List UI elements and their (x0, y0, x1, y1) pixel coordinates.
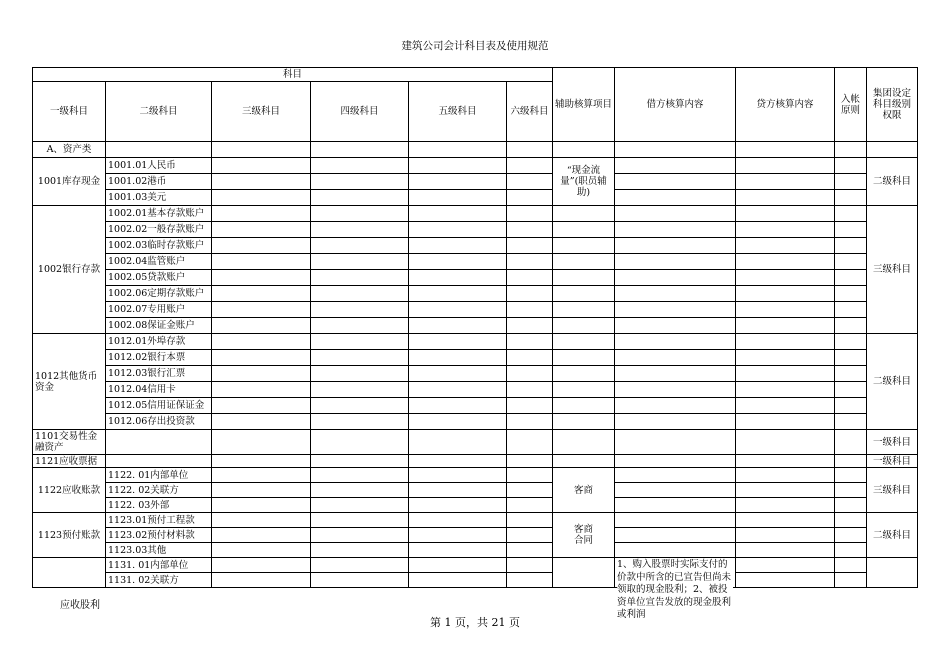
table-row (33, 483, 918, 498)
sub-account: 1002.03临时存款账户 (106, 238, 212, 254)
table-row (33, 302, 918, 318)
sub-account: 1012.03银行汇票 (106, 366, 212, 382)
sub-account: 1012.06存出投资款 (106, 414, 212, 430)
table-row (33, 174, 918, 190)
table-row (33, 558, 918, 573)
sub-account: 1123.02预付材料款 (106, 528, 212, 543)
account-1121: 1121应收票据 (33, 455, 106, 468)
aux-cashflow: “现金流量”(职员辅助) (553, 158, 615, 206)
header-debit: 借方核算内容 (615, 68, 736, 142)
sub-account: 1001.01人民币 (106, 158, 212, 174)
section-row (33, 142, 918, 158)
table-row (33, 528, 918, 543)
sub-account: 1131. 02关联方 (106, 573, 212, 588)
aux-customer: 客商 (553, 468, 615, 513)
table-row (33, 270, 918, 286)
header-level-3: 三级科目 (212, 82, 311, 142)
table-row (33, 430, 918, 455)
table-row (33, 254, 918, 270)
sub-account: 1122. 03外部 (106, 498, 212, 513)
page-number: 第 1 页，共 21 页 (430, 616, 520, 629)
aux-customer-contract: 客商合同 (553, 513, 615, 558)
sub-account: 1001.03美元 (106, 190, 212, 206)
table-row (33, 190, 918, 206)
header-subject-group: 科目 (33, 68, 553, 82)
sub-account: 1002.01基本存款账户 (106, 206, 212, 222)
table-row (33, 498, 918, 513)
header-row-1 (33, 68, 918, 82)
level-1121: 一级科目 (867, 455, 918, 468)
sub-account: 1002.06定期存款账户 (106, 286, 212, 302)
header-aux: 辅助核算项目 (553, 68, 615, 142)
table-row (33, 573, 918, 588)
sub-account: 1012.01外埠存款 (106, 334, 212, 350)
debit-text: 1、购入股票时实际支付的价款中所含的已宣告但尚未领取的现金股利；2、被投资单位宣告发放的现金股利或利润 (617, 559, 732, 620)
sub-account: 1123.03其他 (106, 543, 212, 558)
table-row (33, 206, 918, 222)
level-1101: 一级科目 (867, 430, 918, 455)
sub-account: 1012.02银行本票 (106, 350, 212, 366)
table-row (33, 238, 918, 254)
sub-account: 1012.04信用卡 (106, 382, 212, 398)
account-1012: 1012其他货币资金 (33, 334, 106, 430)
sub-account: 1123.01预付工程款 (106, 513, 212, 528)
sub-account: 1122. 02关联方 (106, 483, 212, 498)
sub-account: 1131. 01内部单位 (106, 558, 212, 573)
account-1002: 1002银行存款 (33, 206, 106, 334)
header-level-6: 六级科目 (507, 82, 553, 142)
header-level-5: 五级科目 (409, 82, 507, 142)
table-row (33, 286, 918, 302)
sub-account: 1002.08保证金账户 (106, 318, 212, 334)
header-level-4: 四级科目 (311, 82, 409, 142)
sub-account: 1002.05贷款账户 (106, 270, 212, 286)
account-1122: 1122应收账款 (33, 468, 106, 513)
sub-account: 1012.05信用证保证金 (106, 398, 212, 414)
document-title: 建筑公司会计科目表及使用规范 (401, 40, 549, 52)
sub-account: 1002.07专用账户 (106, 302, 212, 318)
header-principle: 入帐原则 (835, 68, 867, 142)
table-row (33, 455, 918, 468)
header-level-1: 一级科目 (33, 82, 106, 142)
header-level-2: 二级科目 (106, 82, 212, 142)
table-row (33, 414, 918, 430)
sub-account: 1002.04监管账户 (106, 254, 212, 270)
level-1123: 二级科目 (867, 513, 918, 558)
account-1123: 1123预付账款 (33, 513, 106, 558)
table-row (33, 158, 918, 174)
sub-account: 1001.02港币 (106, 174, 212, 190)
account-1001: 1001库存现金 (33, 158, 106, 206)
table-row (33, 398, 918, 414)
sub-account: 1122. 01内部单位 (106, 468, 212, 483)
footer-note: 应收股利 (60, 600, 100, 611)
section-asset: A、资产类 (33, 142, 106, 158)
table-row (33, 543, 918, 558)
header-credit: 贷方核算内容 (736, 68, 835, 142)
table-row (33, 334, 918, 350)
level-1122: 三级科目 (867, 468, 918, 513)
sub-account: 1002.02一般存款账户 (106, 222, 212, 238)
level-1012: 二级科目 (867, 334, 918, 430)
table-row (33, 513, 918, 528)
level-1002: 三级科目 (867, 206, 918, 334)
table-row (33, 350, 918, 366)
header-authority: 集团设定科目级别权限 (867, 68, 918, 142)
account-1101: 1101交易性金融资产 (33, 430, 106, 455)
table-row (33, 382, 918, 398)
level-1001: 二级科目 (867, 158, 918, 206)
table-row (33, 366, 918, 382)
debit-content-1131 (615, 558, 736, 620)
table-row (33, 318, 918, 334)
table-row (33, 222, 918, 238)
table-row (33, 468, 918, 483)
